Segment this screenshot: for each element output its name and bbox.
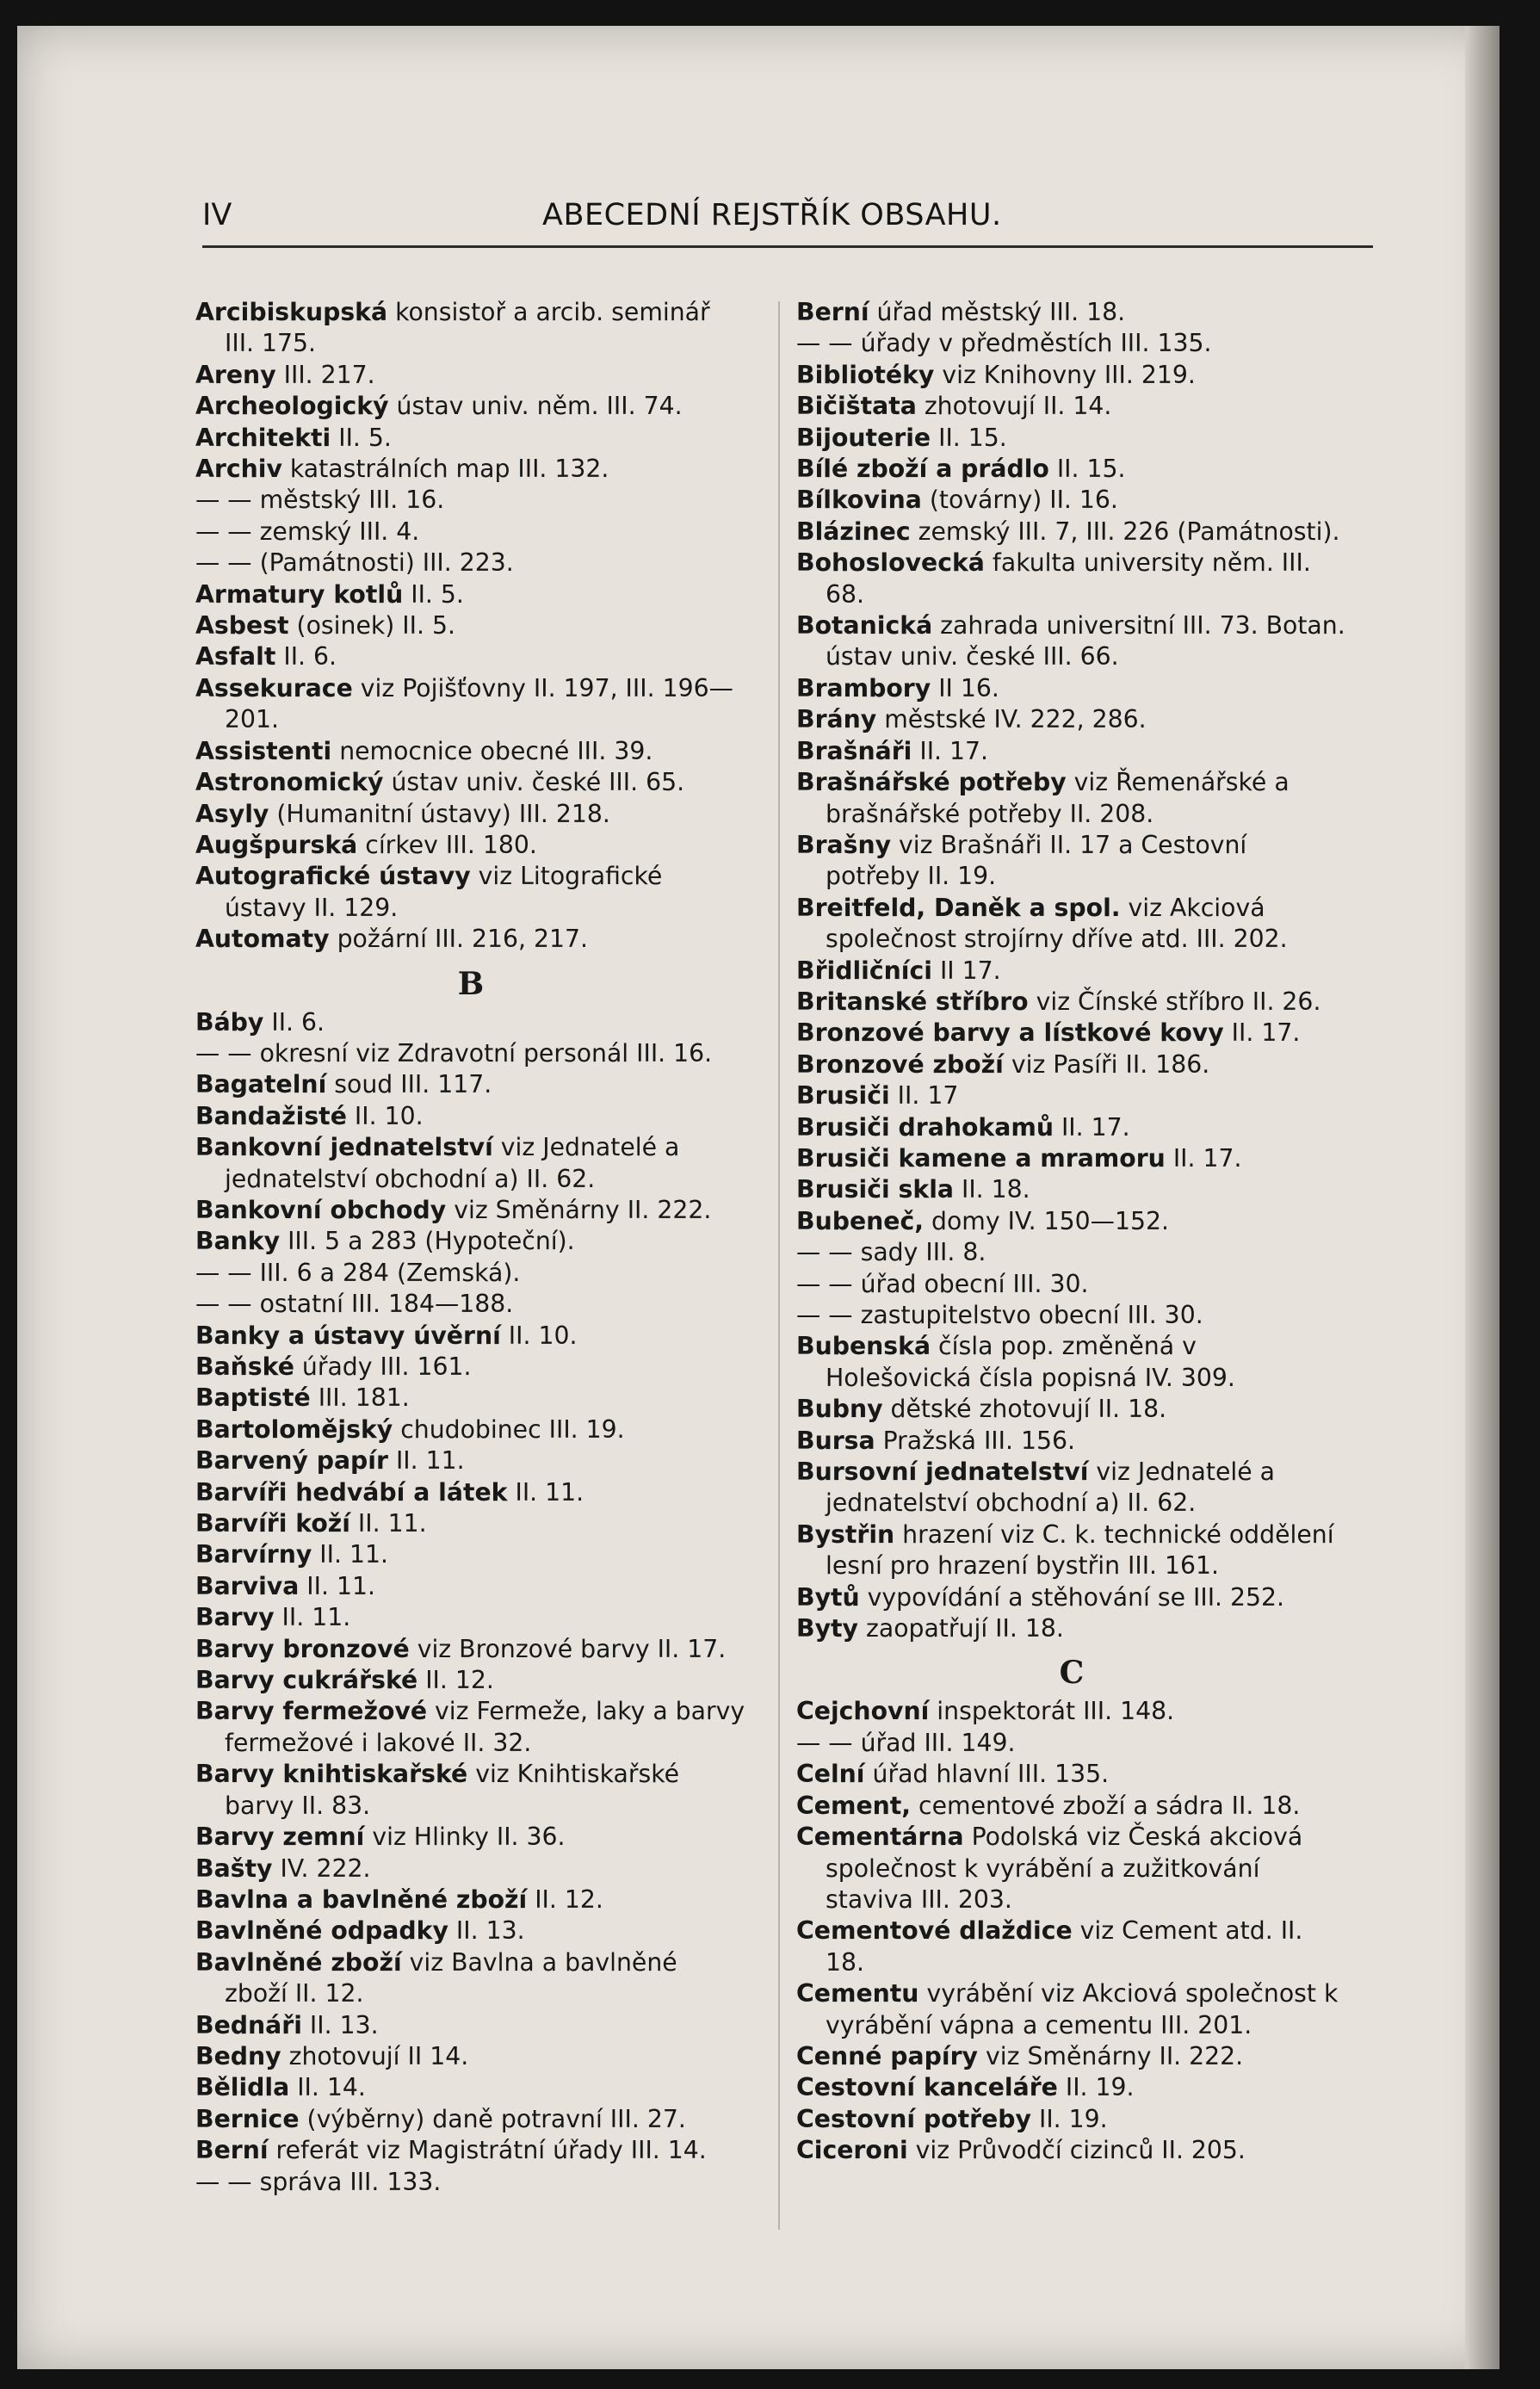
entry-text: viz Knihovny III. 219. bbox=[934, 360, 1196, 389]
index-entry bbox=[195, 1477, 746, 1508]
index-entry bbox=[796, 1112, 1347, 1143]
entry-heading: Bankovní obchody bbox=[195, 1195, 447, 1224]
index-entry bbox=[195, 1696, 746, 1759]
entry-heading: Brašny bbox=[796, 830, 892, 859]
entry-text: viz Pojišťovny II. 197, III. 196—201. bbox=[225, 673, 733, 734]
index-entry bbox=[195, 360, 746, 391]
index-entry bbox=[796, 1080, 1347, 1111]
entry-heading: Archeologický bbox=[195, 392, 389, 421]
entry-text: — — zastupitelstvo obecní III. 30. bbox=[796, 1301, 1203, 1329]
index-entry bbox=[195, 861, 746, 924]
index-entry bbox=[796, 987, 1347, 1018]
entry-text: — — správa III. 133. bbox=[195, 2167, 442, 2196]
index-entry bbox=[195, 1414, 746, 1445]
index-entry bbox=[796, 673, 1347, 704]
index-entry bbox=[796, 2041, 1347, 2072]
entry-text: II. 11. bbox=[312, 1540, 388, 1569]
entry-text: III. 217. bbox=[275, 360, 375, 389]
entry-text: viz Čínské stříbro II. 26. bbox=[1028, 987, 1321, 1016]
entry-heading: Byty bbox=[796, 1614, 858, 1643]
entry-heading: Bandažisté bbox=[195, 1101, 347, 1130]
entry-heading: Bibliotéky bbox=[796, 360, 935, 389]
entry-text: viz Bronzové barvy II. 17. bbox=[409, 1634, 727, 1663]
entry-heading: Báby bbox=[195, 1007, 264, 1037]
entry-heading: Cestovní potřeby bbox=[796, 2104, 1031, 2133]
index-entry bbox=[195, 1854, 746, 1885]
entry-text: ústav univ. české III. 65. bbox=[383, 768, 685, 797]
index-entry bbox=[796, 1206, 1347, 1237]
entry-heading: Barvírny bbox=[195, 1540, 312, 1569]
entry-heading: Cementu bbox=[796, 1979, 919, 2008]
index-entry bbox=[195, 1038, 746, 1069]
entry-text: inspektorát III. 148. bbox=[929, 1697, 1175, 1726]
entry-text: II. 14. bbox=[289, 2073, 366, 2102]
entry-text: viz Jednatelé a jednatelství obchodní a) II. 62. bbox=[225, 1133, 680, 1193]
entry-heading: Asbest bbox=[195, 611, 289, 641]
index-entry bbox=[195, 1539, 746, 1570]
index-entry bbox=[195, 1947, 746, 2010]
entry-heading: Berní bbox=[796, 298, 869, 326]
index-entry bbox=[796, 956, 1347, 987]
entry-text: II. 17 bbox=[889, 1081, 959, 1111]
entry-heading: Barvy bronzové bbox=[195, 1634, 410, 1663]
entry-heading: Bašty bbox=[195, 1854, 273, 1883]
entry-text: vypovídání a stěhování se III. 252. bbox=[859, 1582, 1285, 1612]
entry-heading: Bílkovina bbox=[796, 486, 922, 515]
entry-text: II. 19. bbox=[1057, 2073, 1135, 2102]
entry-text: II. 15. bbox=[1048, 455, 1126, 484]
section-letter: C bbox=[1059, 1655, 1085, 1692]
entry-heading: Architekti bbox=[195, 423, 331, 452]
index-entry bbox=[796, 1174, 1347, 1205]
entry-heading: Bagatelní bbox=[195, 1070, 327, 1099]
entry-text: úřady III. 161. bbox=[294, 1352, 472, 1381]
entry-text: II. 17. bbox=[912, 736, 989, 765]
index-entry bbox=[195, 517, 746, 548]
entry-heading: Bytů bbox=[796, 1582, 860, 1612]
entry-text: — — sady III. 8. bbox=[796, 1238, 986, 1267]
entry-text: — — ostatní III. 184—188. bbox=[195, 1290, 514, 1319]
entry-text: — — úřady v předměstích III. 135. bbox=[796, 329, 1212, 358]
entry-heading: Brusiči bbox=[796, 1081, 890, 1111]
index-entry bbox=[796, 1237, 1347, 1268]
column-divider bbox=[778, 301, 780, 2230]
entry-heading: Bičištata bbox=[796, 392, 917, 421]
entry-heading: Bavlna a bavlněné zboží bbox=[195, 1885, 528, 1914]
entry-text: II. 17. bbox=[1223, 1018, 1301, 1048]
index-entry bbox=[796, 485, 1347, 516]
entry-text: III. 5 a 283 (Hypoteční). bbox=[280, 1227, 575, 1256]
entry-text: Podolská viz Česká akciová společnost k vyrábění a zužitkování staviva III. 203. bbox=[826, 1823, 1303, 1914]
entry-heading: Britanské stříbro bbox=[796, 987, 1029, 1016]
entry-text: III. 181. bbox=[310, 1383, 410, 1413]
index-entry bbox=[796, 1791, 1347, 1822]
index-entry bbox=[195, 391, 746, 422]
entry-text: viz Hlinky II. 36. bbox=[364, 1823, 566, 1852]
entry-text: viz Brašnáři II. 17 a Cestovní potřeby II. 19. bbox=[826, 830, 1247, 891]
index-entry bbox=[195, 1007, 746, 1038]
index-entry bbox=[195, 1383, 746, 1414]
entry-heading: Brány bbox=[796, 705, 877, 734]
entry-text: IV. 222. bbox=[272, 1854, 371, 1883]
entry-text: — — III. 6 a 284 (Zemská). bbox=[195, 1258, 521, 1287]
entry-text: (výběrny) daně potravní III. 27. bbox=[299, 2104, 686, 2133]
entry-text: II. 5. bbox=[331, 423, 392, 452]
index-entry bbox=[796, 1143, 1347, 1174]
index-entry bbox=[195, 1195, 746, 1226]
entry-text: referát viz Magistrátní úřady III. 14. bbox=[268, 2136, 707, 2165]
entry-heading: Cenné papíry bbox=[796, 2041, 978, 2070]
entry-heading: Barvy cukrářské bbox=[195, 1666, 418, 1695]
entry-heading: Bělidla bbox=[195, 2073, 290, 2102]
index-entry bbox=[796, 1394, 1347, 1425]
entry-text: dětské zhotovují II. 18. bbox=[882, 1395, 1167, 1424]
index-entry bbox=[796, 1457, 1347, 1519]
entry-heading: Bavlněné zboží bbox=[195, 1947, 402, 1977]
entry-text: městské IV. 222, 286. bbox=[876, 705, 1147, 734]
index-entry bbox=[195, 485, 746, 516]
entry-heading: Augšpurská bbox=[195, 830, 358, 859]
entry-heading: Barviva bbox=[195, 1571, 300, 1600]
entry-heading: Barvy fermežové bbox=[195, 1697, 428, 1726]
entry-heading: Bronzové zboží bbox=[796, 1049, 1004, 1079]
entry-text: vyrábění viz Akciová společnost k vyrábění vápna a cementu III. 201. bbox=[826, 1979, 1339, 2039]
index-entry bbox=[796, 1728, 1347, 1759]
index-entry bbox=[796, 548, 1347, 610]
index-entry bbox=[796, 736, 1347, 767]
entry-heading: Barvy zemní bbox=[195, 1823, 365, 1852]
entry-text: viz Fermeže, laky a barvy fermežové i lakové II. 32. bbox=[225, 1697, 745, 1757]
entry-text: viz Litografické ústavy II. 129. bbox=[225, 862, 663, 922]
entry-text: zaopatřují II. 18. bbox=[858, 1614, 1064, 1643]
book-page bbox=[17, 26, 1500, 2369]
entry-heading: Barvený papír bbox=[195, 1446, 388, 1476]
entry-heading: Břidličníci bbox=[796, 956, 932, 985]
index-entry bbox=[796, 893, 1347, 956]
index-entry bbox=[195, 1759, 746, 1822]
index-entry bbox=[195, 610, 746, 641]
entry-text: Pražská III. 156. bbox=[875, 1426, 1075, 1455]
entry-text: zemský III. 7, III. 226 (Památnosti). bbox=[910, 517, 1340, 546]
entry-heading: Barvy knihtiskařské bbox=[195, 1760, 468, 1789]
entry-text: viz Cement atd. II. 18. bbox=[826, 1916, 1303, 1977]
entry-heading: Bubny bbox=[796, 1395, 883, 1424]
entry-heading: Brašnářské potřeby bbox=[796, 768, 1067, 797]
index-entry bbox=[195, 1508, 746, 1539]
entry-text: II. 18. bbox=[954, 1175, 1030, 1204]
entry-text: domy IV. 150—152. bbox=[924, 1206, 1169, 1235]
index-entry bbox=[796, 1300, 1347, 1331]
entry-heading: Barvíři hedvábí a látek bbox=[195, 1477, 508, 1507]
entry-text: II. 6. bbox=[263, 1007, 325, 1037]
index-entry bbox=[796, 2135, 1347, 2166]
entry-heading: Asfalt bbox=[195, 642, 276, 672]
entry-heading: Bavlněné odpadky bbox=[195, 1916, 448, 1946]
index-entry bbox=[796, 297, 1347, 328]
entry-text: viz Bavlna a bavlněné zboží II. 12. bbox=[225, 1947, 677, 2008]
entry-heading: Bubeneč, bbox=[796, 1206, 925, 1235]
entry-text: — — úřad obecní III. 30. bbox=[796, 1269, 1089, 1298]
entry-text: soud III. 117. bbox=[326, 1070, 492, 1099]
entry-heading: Bílé zboží a prádlo bbox=[796, 455, 1049, 484]
index-entry bbox=[796, 1519, 1347, 1582]
index-entry bbox=[195, 579, 746, 610]
entry-heading: Botanická bbox=[796, 611, 933, 641]
entry-text: II. 15. bbox=[931, 423, 1007, 452]
index-entry bbox=[195, 2010, 746, 2041]
entry-heading: Bystřin bbox=[796, 1519, 895, 1549]
entry-heading: Arcibiskupská bbox=[195, 298, 388, 326]
entry-heading: Baptisté bbox=[195, 1383, 311, 1413]
entry-text: viz Knihtiskařské barvy II. 83. bbox=[225, 1760, 680, 1820]
entry-text: viz Řemenářské a brašnářské potřeby II. 208. bbox=[826, 768, 1290, 828]
entry-text: II 17. bbox=[931, 956, 1001, 985]
entry-text: (Humanitní ústavy) III. 218. bbox=[269, 799, 610, 828]
entry-heading: Astronomický bbox=[195, 768, 384, 797]
index-entry bbox=[796, 767, 1347, 830]
entry-heading: Banky a ústavy úvěrní bbox=[195, 1321, 501, 1350]
index-entry bbox=[796, 391, 1347, 422]
index-entry bbox=[195, 641, 746, 672]
entry-heading: Autografické ústavy bbox=[195, 862, 471, 891]
entry-text: — — (Památnosti) III. 223. bbox=[195, 548, 514, 578]
index-entry bbox=[195, 1226, 746, 1257]
entry-text: — — úřad III. 149. bbox=[796, 1728, 1016, 1757]
entry-text: II. 11. bbox=[387, 1446, 465, 1476]
entry-heading: Archiv bbox=[195, 455, 282, 484]
index-entry bbox=[195, 1885, 746, 1916]
entry-heading: Bohoslovecká bbox=[796, 548, 985, 578]
entry-heading: Bursa bbox=[796, 1426, 875, 1455]
entry-heading: Blázinec bbox=[796, 517, 911, 546]
index-entry bbox=[195, 1069, 746, 1100]
index-entry bbox=[195, 548, 746, 579]
entry-text: cementové zboží a sádra II. 18. bbox=[911, 1791, 1301, 1820]
entry-heading: Cement, bbox=[796, 1791, 912, 1820]
entry-heading: Brusiči kamene a mramoru bbox=[796, 1143, 1166, 1173]
entry-heading: Cestovní kanceláře bbox=[796, 2073, 1058, 2102]
entry-text: konsistoř a arcib. seminář III. 175. bbox=[225, 298, 710, 358]
index-entry bbox=[195, 1634, 746, 1665]
index-entry bbox=[195, 1101, 746, 1132]
index-entry bbox=[195, 924, 746, 955]
entry-text: viz Pasíři II. 186. bbox=[1003, 1049, 1210, 1079]
entry-text: — — zemský III. 4. bbox=[195, 517, 420, 546]
index-entry bbox=[195, 1665, 746, 1696]
index-entry bbox=[796, 1696, 1347, 1727]
page-header bbox=[202, 198, 1364, 241]
entry-text: viz Akciová společnost strojírny dříve atd. III. 202. bbox=[826, 893, 1288, 954]
entry-text: katastrálních map III. 132. bbox=[281, 455, 609, 484]
index-entry bbox=[796, 1269, 1347, 1300]
entry-text: II. 6. bbox=[275, 642, 337, 672]
entry-text: II. 11. bbox=[349, 1509, 427, 1538]
index-entry bbox=[796, 1049, 1347, 1080]
entry-heading: Baňské bbox=[195, 1352, 294, 1381]
entry-heading: Assistenti bbox=[195, 736, 332, 765]
entry-heading: Bijouterie bbox=[796, 423, 931, 452]
entry-text: II. 11. bbox=[507, 1477, 584, 1507]
index-entry bbox=[195, 1258, 746, 1289]
right-column bbox=[796, 297, 1347, 2167]
entry-text: II. 11. bbox=[274, 1603, 351, 1632]
page-number: IV bbox=[202, 198, 232, 232]
index-entry bbox=[195, 2104, 746, 2135]
entry-text: II. 19. bbox=[1030, 2104, 1108, 2133]
entry-text: zhotovují II. 14. bbox=[916, 392, 1112, 421]
index-entry bbox=[796, 517, 1347, 548]
index-entry bbox=[796, 704, 1347, 735]
entry-heading: Berní bbox=[195, 2136, 269, 2165]
entry-text: ústav univ. něm. III. 74. bbox=[388, 392, 683, 421]
entry-heading: Brusiči skla bbox=[796, 1175, 954, 1204]
entry-text: církev III. 180. bbox=[357, 830, 537, 859]
entry-heading: Brambory bbox=[796, 673, 931, 702]
entry-text: II. 17. bbox=[1053, 1112, 1130, 1142]
entry-heading: Cejchovní bbox=[796, 1697, 930, 1726]
section-letter: B bbox=[457, 965, 485, 1002]
index-entry bbox=[195, 830, 746, 861]
index-entry bbox=[796, 830, 1347, 893]
entry-text: (osinek) II. 5. bbox=[288, 611, 455, 641]
entry-text: viz Směnárny II. 222. bbox=[978, 2041, 1244, 2070]
entry-text: II. 12. bbox=[527, 1885, 603, 1914]
entry-text: chudobinec III. 19. bbox=[393, 1414, 625, 1444]
entry-text: viz Průvodčí cizinců II. 205. bbox=[907, 2136, 1246, 2165]
index-entry bbox=[195, 1571, 746, 1602]
entry-heading: Bednáři bbox=[195, 2010, 302, 2039]
entry-text: II. 13. bbox=[448, 1916, 525, 1946]
index-entry bbox=[195, 1132, 746, 1195]
entry-heading: Bedny bbox=[195, 2041, 281, 2070]
entry-text: II. 12. bbox=[417, 1666, 494, 1695]
entry-heading: Bursovní jednatelství bbox=[796, 1458, 1089, 1487]
index-entry bbox=[796, 423, 1347, 454]
page-edge bbox=[1465, 26, 1500, 2369]
entry-heading: Brusiči drahokamů bbox=[796, 1112, 1054, 1142]
entry-text: fakulta university něm. III. 68. bbox=[826, 548, 1311, 609]
index-entry bbox=[796, 2072, 1347, 2103]
entry-text: úřad hlavní III. 135. bbox=[864, 1760, 1110, 1789]
index-entry bbox=[195, 1321, 746, 1352]
left-column bbox=[195, 297, 746, 2198]
entry-text: zahrada universitní III. 73. Botan. ústav univ. české III. 66. bbox=[826, 611, 1345, 672]
index-entry bbox=[796, 610, 1347, 673]
index-entry bbox=[796, 360, 1347, 391]
index-entry bbox=[195, 2041, 746, 2072]
entry-text: — — okresní viz Zdravotní personál III. 16. bbox=[195, 1038, 713, 1068]
entry-heading: Armatury kotlů bbox=[195, 579, 404, 609]
index-entry bbox=[796, 1426, 1347, 1457]
entry-heading: Celní bbox=[796, 1760, 865, 1789]
index-entry bbox=[195, 1352, 746, 1383]
entry-text: — — městský III. 16. bbox=[195, 486, 445, 515]
entry-heading: Cementárna bbox=[796, 1823, 964, 1852]
index-entry bbox=[796, 2104, 1347, 2135]
index-entry bbox=[796, 1331, 1347, 1394]
index-entry bbox=[796, 1822, 1347, 1916]
entry-heading: Bernice bbox=[195, 2104, 300, 2133]
index-entry bbox=[195, 673, 746, 736]
index-entry bbox=[195, 1602, 746, 1633]
entry-text: (továrny) II. 16. bbox=[921, 486, 1118, 515]
entry-text: viz Směnárny II. 222. bbox=[446, 1195, 712, 1224]
index-entry bbox=[796, 1916, 1347, 1978]
entry-heading: Brašnáři bbox=[796, 736, 912, 765]
entry-text: čísla pop. změněná v Holešovická čísla popisná IV. 309. bbox=[826, 1332, 1235, 1392]
entry-text: požární III. 216, 217. bbox=[329, 925, 588, 954]
index-entry bbox=[195, 454, 746, 485]
entry-text: úřad městský III. 18. bbox=[869, 298, 1126, 326]
index-entry bbox=[195, 2072, 746, 2103]
entry-text: II. 13. bbox=[301, 2010, 379, 2039]
index-entry bbox=[796, 328, 1347, 359]
entry-text: II. 11. bbox=[299, 1571, 375, 1600]
entry-heading: Areny bbox=[195, 360, 276, 389]
index-entry bbox=[195, 767, 746, 798]
entry-text: II. 17. bbox=[1165, 1143, 1242, 1173]
entry-text: II. 10. bbox=[346, 1101, 424, 1130]
index-entry bbox=[195, 2167, 746, 2198]
entry-text: viz Jednatelé a jednatelství obchodní a) II. 62. bbox=[826, 1458, 1275, 1518]
header-rule bbox=[202, 245, 1373, 248]
entry-heading: Automaty bbox=[195, 925, 330, 954]
index-entry bbox=[195, 1822, 746, 1853]
entry-text: II 16. bbox=[931, 673, 999, 702]
entry-text: zhotovují II 14. bbox=[281, 2041, 469, 2070]
page-title: ABECEDNÍ REJSTŘÍK OBSAHU. bbox=[542, 198, 1002, 232]
index-entry bbox=[195, 1445, 746, 1476]
entry-text: II. 5. bbox=[403, 579, 464, 609]
entry-heading: Breitfeld, Daněk a spol. bbox=[796, 893, 1121, 922]
index-entry bbox=[195, 1916, 746, 1946]
entry-heading: Bankovní jednatelství bbox=[195, 1133, 493, 1162]
entry-heading: Bartolomějský bbox=[195, 1414, 393, 1444]
index-entry bbox=[195, 297, 746, 360]
index-entry bbox=[195, 2135, 746, 2166]
index-entry bbox=[796, 1018, 1347, 1049]
entry-heading: Banky bbox=[195, 1227, 281, 1256]
entry-heading: Cementové dlaždice bbox=[796, 1916, 1073, 1946]
entry-heading: Bronzové barvy a lístkové kovy bbox=[796, 1018, 1224, 1048]
entry-heading: Bubenská bbox=[796, 1332, 931, 1361]
entry-text: hrazení viz C. k. technické oddělení lesní pro hrazení bystřin III. 161. bbox=[826, 1519, 1334, 1581]
index-entry bbox=[195, 423, 746, 454]
entry-heading: Barvíři koží bbox=[195, 1509, 350, 1538]
index-entry bbox=[796, 1759, 1347, 1790]
entry-heading: Assekurace bbox=[195, 673, 353, 702]
index-entry bbox=[195, 736, 746, 767]
index-entry bbox=[796, 1613, 1347, 1644]
index-entry bbox=[195, 799, 746, 830]
entry-heading: Asyly bbox=[195, 799, 269, 828]
entry-heading: Barvy bbox=[195, 1603, 275, 1632]
index-entry bbox=[796, 1978, 1347, 2041]
index-entry bbox=[796, 1582, 1347, 1613]
index-entry bbox=[796, 454, 1347, 485]
entry-heading: Ciceroni bbox=[796, 2136, 908, 2165]
entry-text: II. 10. bbox=[500, 1321, 578, 1350]
entry-text: nemocnice obecné III. 39. bbox=[331, 736, 653, 765]
index-entry bbox=[195, 1289, 746, 1320]
